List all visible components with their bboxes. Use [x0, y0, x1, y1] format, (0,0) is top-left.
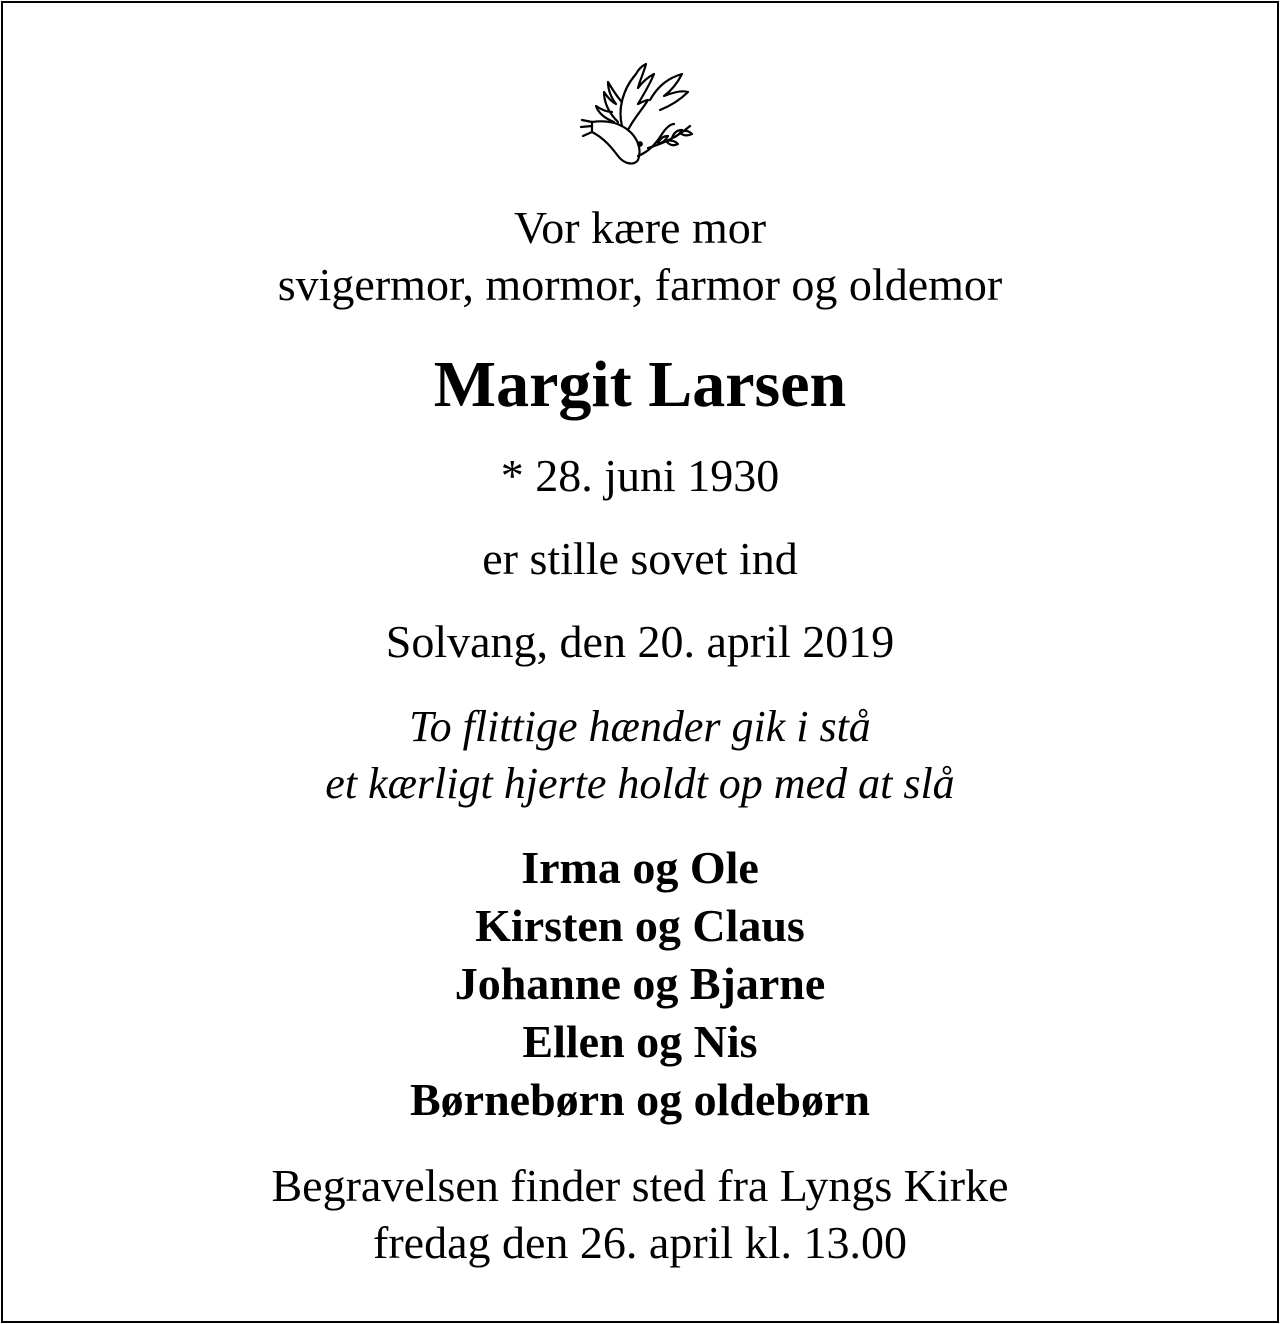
deceased-name: Margit Larsen: [433, 348, 847, 421]
funeral-line-1: Begravelsen finder sted fra Lyngs Kirke: [271, 1160, 1009, 1211]
family-line-2: Kirsten og Claus: [475, 900, 805, 951]
family-line-5: Børnebørn og oldebørn: [409, 1074, 871, 1125]
intro-line-2: svigermor, mormor, farmor og oldemor: [277, 259, 1003, 310]
verse-line-2: et kærligt hjerte holdt op med at slå: [325, 759, 955, 808]
family-line-1: Irma og Ole: [521, 842, 759, 893]
verse-line-1: To flittige hænder gik i stå: [409, 702, 871, 751]
place-and-date: Solvang, den 20. april 2019: [385, 616, 895, 667]
intro-line-1: Vor kære mor: [513, 202, 767, 253]
birth-date: * 28. juni 1930: [500, 450, 780, 501]
family-line-3: Johanne og Bjarne: [454, 958, 826, 1009]
dove-icon: [578, 60, 702, 170]
passed-text: er stille sovet ind: [482, 533, 798, 584]
family-line-4: Ellen og Nis: [522, 1016, 758, 1067]
funeral-line-2: fredag den 26. april kl. 13.00: [373, 1217, 907, 1268]
